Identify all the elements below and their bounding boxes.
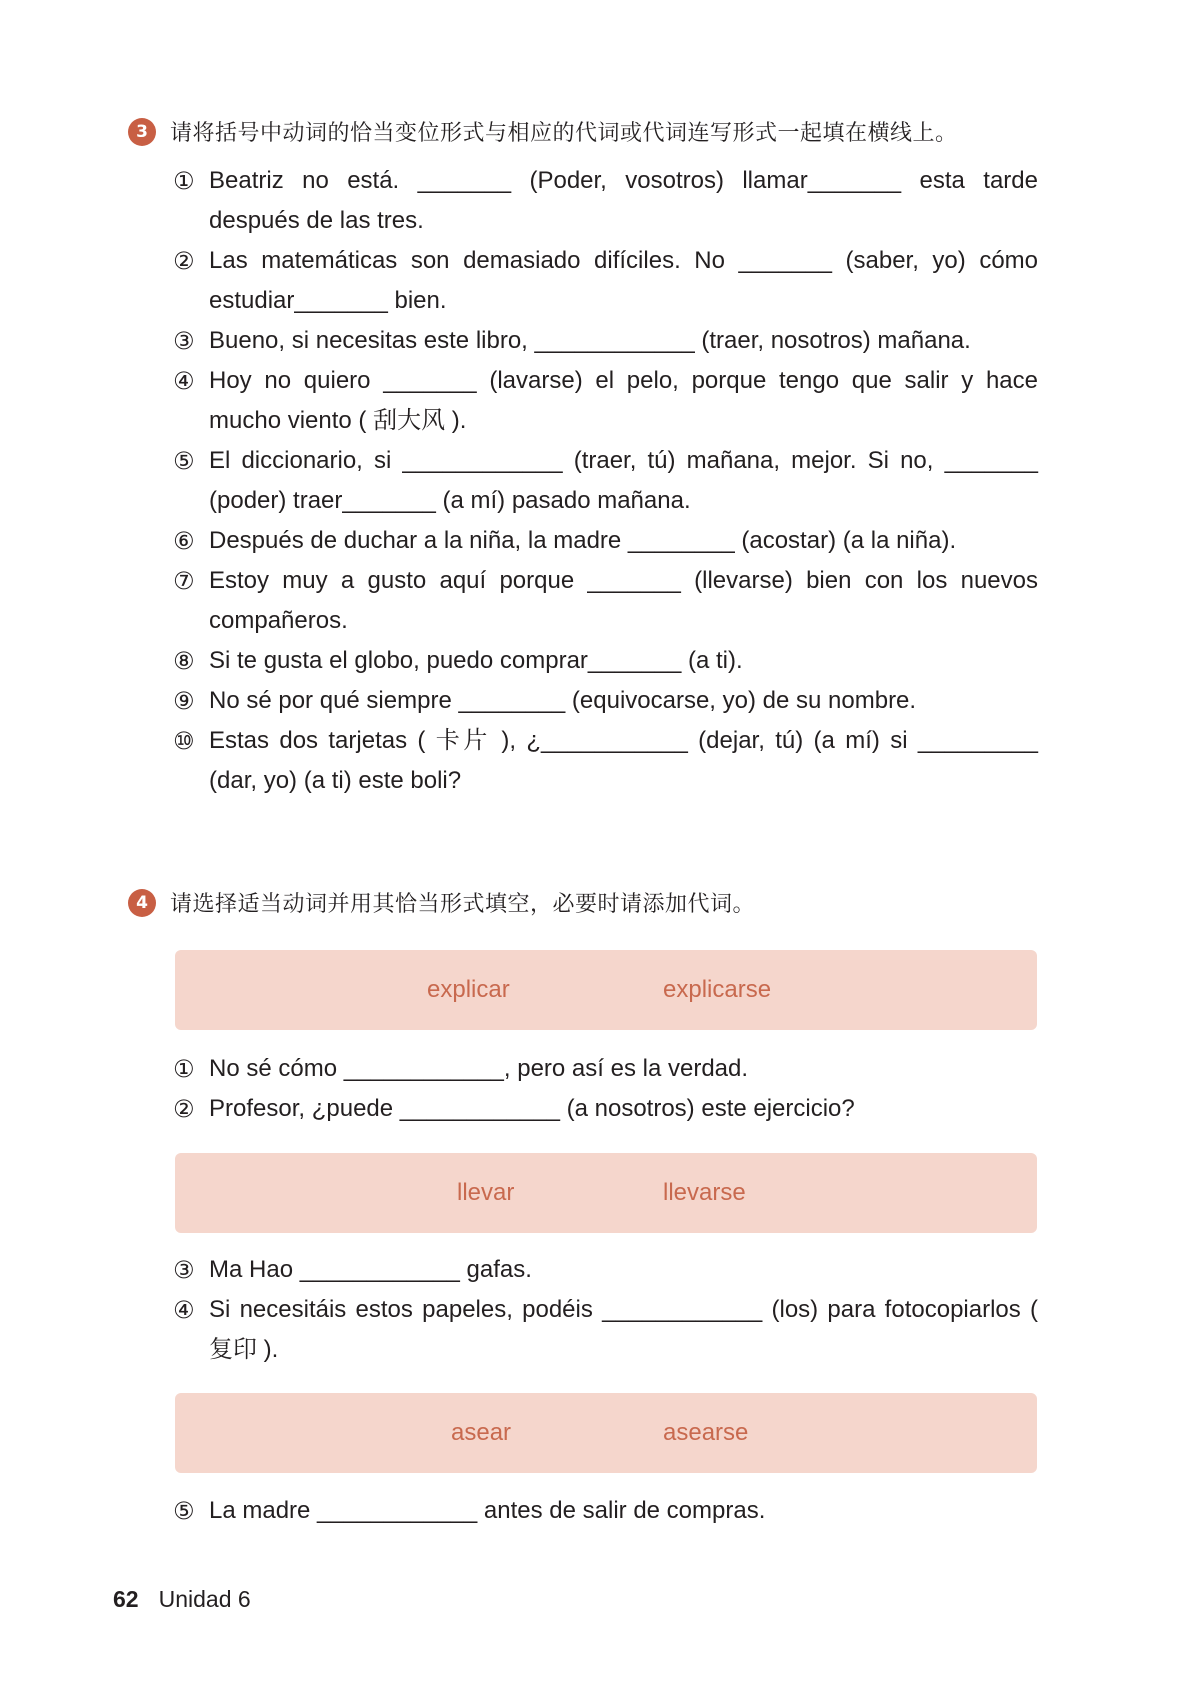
item-text: Profesor, ¿puede ____________ (a nosotros) este ejercicio? <box>209 1095 855 1122</box>
item-text: El diccionario, si ____________ (traer, tú) mañana, mejor. Si no, _______ (poder) traer_______ (a mí) pasado mañana. <box>209 447 1038 514</box>
word-option: asearse <box>663 1419 749 1446</box>
word-choice-box <box>175 1153 1037 1233</box>
exercise-instruction: 请选择适当动词并用其恰当形式填空，必要时请添加代词。 <box>170 892 756 917</box>
exercise-item: ⑧ Si te gusta el globo, puedo comprar_______ (a ti). <box>173 641 1038 681</box>
item-text: La madre ____________ antes de salir de compras. <box>209 1497 766 1524</box>
item-text: Beatriz no está. _______ (Poder, vosotros) llamar_______ esta tarde después de las tres. <box>209 167 1038 234</box>
exercise-instruction: 请将括号中动词的恰当变位形式与相应的代词或代词连写形式一起填在横线上。 <box>170 121 958 146</box>
exercise-item: ⑩ Estas dos tarjetas ( 卡片 ), ¿___________ (dejar, tú) (a mí) si _________ (dar, yo) (a ti) este boli? <box>173 721 1038 801</box>
exercise-item: ③ Ma Hao ____________ gafas. <box>173 1250 1038 1290</box>
exercise-3-header <box>128 116 958 147</box>
exercise-item: ④ Hoy no quiero _______ (lavarse) el pelo, porque tengo que salir y hace mucho viento ( 刮大风 ). <box>173 361 1038 441</box>
exercise-4-group-2 <box>173 1250 1038 1370</box>
exercise-item: ⑨ No sé por qué siempre ________ (equivocarse, yo) de su nombre. <box>173 681 1038 721</box>
exercise-item: ② Las matemáticas son demasiado difíciles. No _______ (saber, yo) cómo estudiar_______ bien. <box>173 241 1038 321</box>
exercise-number-badge: 3 <box>128 118 156 146</box>
exercise-item: ① Beatriz no está. _______ (Poder, vosotros) llamar_______ esta tarde después de las tres. <box>173 161 1038 241</box>
exercise-number-badge: 4 <box>128 889 156 917</box>
item-text: Si necesitáis estos papeles, podéis ____________ (los) para fotocopiarlos ( 复印 ). <box>209 1296 1038 1363</box>
exercise-item: ⑤ El diccionario, si ____________ (traer, tú) mañana, mejor. Si no, _______ (poder) traer_______ (a mí) pasado mañana. <box>173 441 1038 521</box>
word-option: explicar <box>427 976 510 1003</box>
exercise-item: ⑥ Después de duchar a la niña, la madre ________ (acostar) (a la niña). <box>173 521 1038 561</box>
word-option: asear <box>451 1419 512 1446</box>
word-choice-box <box>175 1393 1037 1473</box>
item-text: Las matemáticas son demasiado difíciles. No _______ (saber, yo) cómo estudiar_______ bien. <box>209 247 1038 314</box>
item-text: Hoy no quiero _______ (lavarse) el pelo, porque tengo que salir y hace mucho viento ( 刮大风 ). <box>209 367 1038 434</box>
item-text: Bueno, si necesitas este libro, ____________ (traer, nosotros) mañana. <box>209 327 971 354</box>
word-option: llevarse <box>663 1179 746 1206</box>
exercise-4-header <box>128 887 755 918</box>
item-text: Después de duchar a la niña, la madre ________ (acostar) (a la niña). <box>209 527 957 554</box>
exercise-3-items <box>173 161 1038 801</box>
item-text: Ma Hao ____________ gafas. <box>209 1256 532 1283</box>
exercise-item: ③ Bueno, si necesitas este libro, ____________ (traer, nosotros) mañana. <box>173 321 1038 361</box>
item-text: Estas dos tarjetas ( 卡片 ), ¿___________ (dejar, tú) (a mí) si _________ (dar, yo) (a ti) este boli? <box>209 727 1038 794</box>
exercise-4-group-1 <box>173 1049 1038 1129</box>
item-text: Estoy muy a gusto aquí porque _______ (llevarse) bien con los nuevos compañeros. <box>209 567 1038 634</box>
exercise-4-group-3 <box>173 1491 1038 1531</box>
word-option: explicarse <box>663 976 772 1003</box>
exercise-item: ④ Si necesitáis estos papeles, podéis ____________ (los) para fotocopiarlos ( 复印 ). <box>173 1290 1038 1370</box>
exercise-item: ① No sé cómo ____________, pero así es la verdad. <box>173 1049 1038 1089</box>
word-choice-box <box>175 950 1037 1030</box>
item-text: Si te gusta el globo, puedo comprar_______ (a ti). <box>209 647 743 674</box>
word-option: llevar <box>457 1179 515 1206</box>
item-text: No sé cómo ____________, pero así es la verdad. <box>209 1055 749 1082</box>
page-number: 62 <box>113 1586 139 1612</box>
item-text: No sé por qué siempre ________ (equivocarse, yo) de su nombre. <box>209 687 917 714</box>
exercise-item: ⑤ La madre ____________ antes de salir de compras. <box>173 1491 1038 1531</box>
exercise-item: ⑦ Estoy muy a gusto aquí porque _______ (llevarse) bien con los nuevos compañeros. <box>173 561 1038 641</box>
page-footer <box>113 1586 251 1613</box>
unit-label: Unidad 6 <box>158 1586 251 1612</box>
exercise-item: ② Profesor, ¿puede ____________ (a nosotros) este ejercicio? <box>173 1089 1038 1129</box>
